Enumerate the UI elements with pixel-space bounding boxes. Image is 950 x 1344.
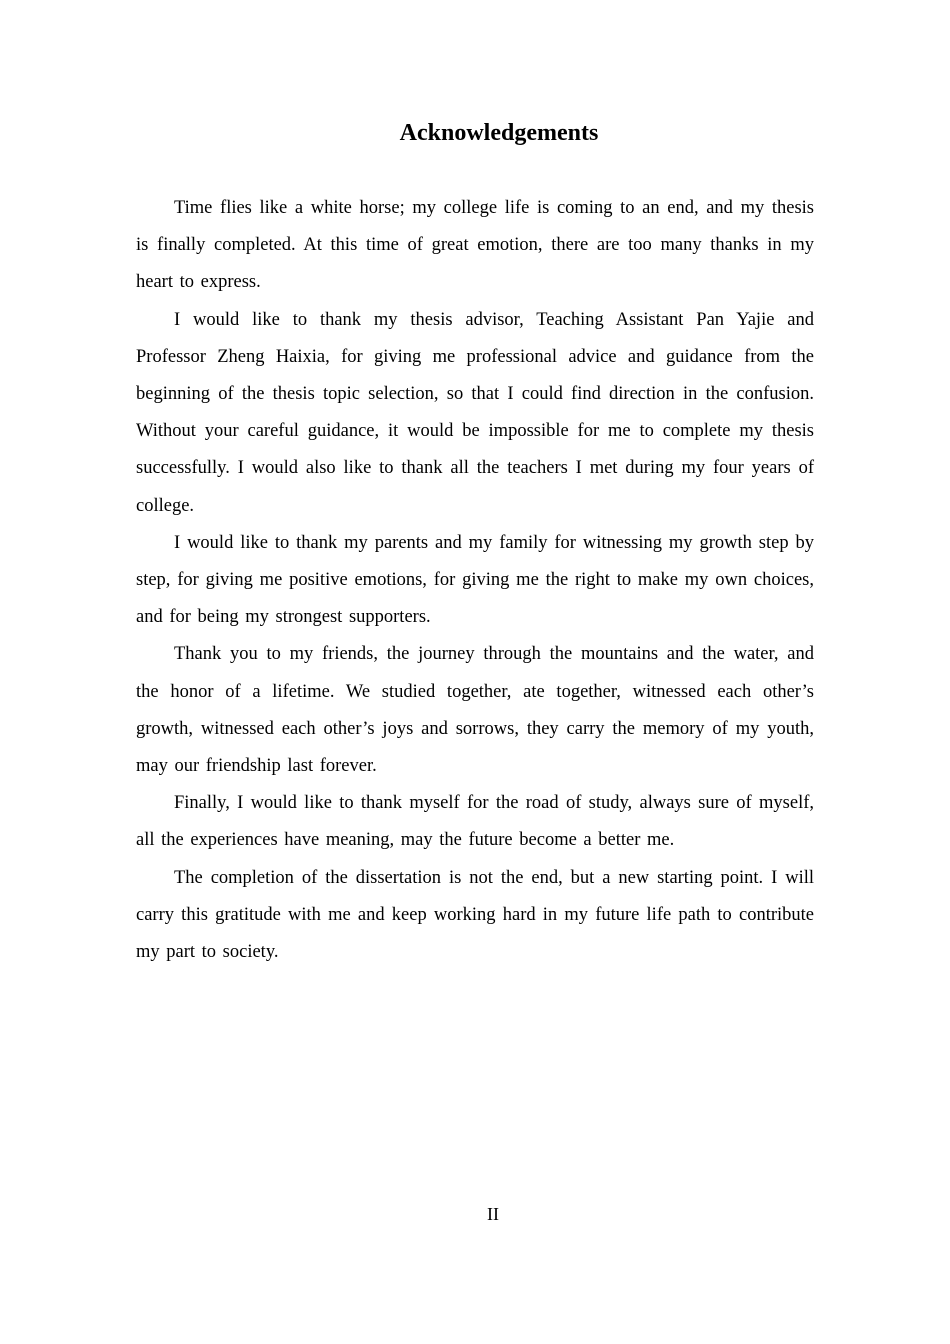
paragraph-4: Thank you to my friends, the journey through the mountains and the water, and the honor of a lifetime. We studied together, ate together, witnessed each other’s growth, witnessed each other’s joys and sorrows, they carry the memory of my youth, may our friendship last forever. bbox=[136, 644, 814, 777]
paragraph-5: Finally, I would like to thank myself for the road of study, always sure of myself, all the experiences have meaning, may the future become a better me. bbox=[136, 793, 814, 851]
paragraph-3: I would like to thank my parents and my family for witnessing my growth step by step, for giving me positive emotions, for giving me the right to make my own choices, and for being my strongest supporters. bbox=[136, 532, 814, 628]
paragraph-2: I would like to thank my thesis advisor, Teaching Assistant Pan Yajie and Professor Zheng Haixia, for giving me professional advice and guidance from the beginning of the thesis topic selection, so that I could find direction in the confusion. Without your careful guidance, it would be impossible for me to complete my thesis successfully. I would also like to thank all the teachers I met during my four years of college. bbox=[136, 309, 814, 516]
page-number: II bbox=[487, 1204, 499, 1224]
acknowledgements-body bbox=[136, 190, 814, 971]
paragraph-6: The completion of the dissertation is not the end, but a new starting point. I will carry this gratitude with me and keep working hard in my future life path to contribute my part to society. bbox=[136, 867, 814, 963]
paragraph-1: Time flies like a white horse; my college life is coming to an end, and my thesis is finally completed. At this time of great emotion, there are too many thanks in my heart to express. bbox=[136, 198, 814, 293]
page-title: Acknowledgements bbox=[399, 120, 599, 146]
